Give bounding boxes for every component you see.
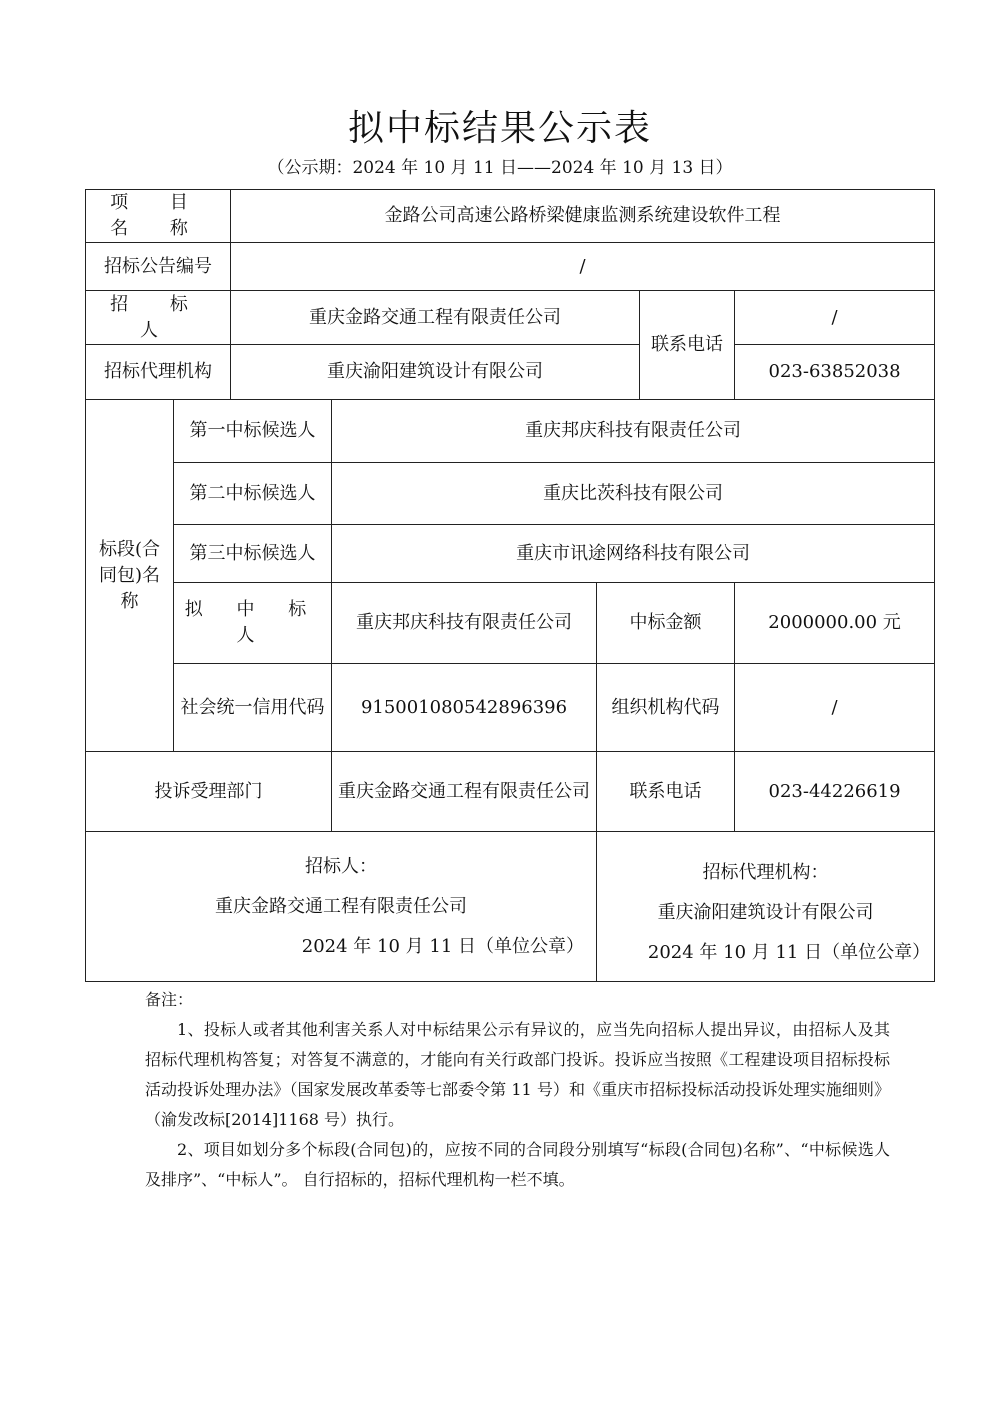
candidate-2-label: 第二中标候选人 [174, 463, 332, 525]
sign-agency-label: 招标代理机构： [702, 861, 829, 883]
contact-phone-label: 联系电话 [640, 291, 735, 400]
notice-no-label: 招标公告编号 [86, 243, 231, 291]
tenderer-signature [86, 832, 597, 982]
complaint-phone-label: 联系电话 [597, 752, 735, 832]
sign-agency-date: 2024 年 10 月 11 日（单位公章） [647, 941, 931, 963]
complaint-dept: 重庆金路交通工程有限责任公司 [332, 752, 597, 832]
candidate-1-label: 第一中标候选人 [174, 400, 332, 463]
remarks-label: 备注： [145, 990, 194, 1009]
agency-signature [597, 832, 935, 982]
page-title: 拟中标结果公示表 [347, 108, 652, 149]
candidate-2-name: 重庆比茨科技有限公司 [332, 463, 935, 525]
project-name: 金路公司高速公路桥梁健康监测系统建设软件工程 [231, 190, 935, 243]
tenderer: 重庆金路交通工程有限责任公司 [231, 291, 640, 345]
agency-label: 招标代理机构 [86, 345, 231, 400]
sign-tenderer-date: 2024 年 10 月 11 日（单位公章） [301, 935, 585, 957]
tenderer-label: 招 标 人 [86, 291, 231, 345]
agency-phone: 023-63852038 [735, 345, 935, 400]
sign-tenderer-org: 重庆金路交通工程有限责任公司 [215, 895, 467, 917]
credit-code: 915001080542896396 [332, 664, 597, 752]
candidate-1-name: 重庆邦庆科技有限责任公司 [332, 400, 935, 463]
tenderer-phone: / [735, 291, 935, 345]
complaint-phone: 023-44226619 [735, 752, 935, 832]
winner: 重庆邦庆科技有限责任公司 [332, 583, 597, 664]
org-code: / [735, 664, 935, 752]
publicity-period: （公示期：2024 年 10 月 11 日——2024 年 10 月 13 日） [267, 158, 733, 178]
org-code-label: 组织机构代码 [597, 664, 735, 752]
project-name-label: 项 目 名 称 [86, 190, 231, 243]
notice-no: / [231, 243, 935, 291]
candidate-3-name: 重庆市讯途网络科技有限公司 [332, 525, 935, 583]
amount-label: 中标金额 [597, 583, 735, 664]
remarks-item-2: 2、项目如划分多个标段(合同包)的，应按不同的合同段分别填写“标段(合同包)名称”、“中标候选人及排序”、“中标人”。 自行招标的，招标代理机构一栏不填。 [145, 1140, 890, 1189]
candidate-3-label: 第三中标候选人 [174, 525, 332, 583]
sign-tenderer-label: 招标人： [305, 855, 377, 877]
remarks [145, 985, 890, 1195]
credit-code-label: 社会统一信用代码 [174, 664, 332, 752]
section-label: 标段(合同包)名称 [86, 400, 174, 752]
amount: 2000000.00 元 [735, 583, 935, 664]
result-table [85, 189, 935, 982]
complaint-dept-label: 投诉受理部门 [86, 752, 332, 832]
sign-agency-org: 重庆渝阳建筑设计有限公司 [657, 901, 874, 923]
winner-label: 拟 中 标 人 [174, 583, 332, 664]
remarks-item-1: 1、投标人或者其他利害关系人对中标结果公示有异议的，应当先向招标人提出异议，由招标人及其招标代理机构答复；对答复不满意的，才能向有关行政部门投诉。投诉应当按照《工程建设项目招标投标活动投诉处理办法》（国家发展改革委等七部委令第 11 号）和《重庆市招标投标活动投诉处理实施细则》（渝发改标[2014]1168 号）执行。 [145, 1020, 890, 1129]
agency: 重庆渝阳建筑设计有限公司 [231, 345, 640, 400]
